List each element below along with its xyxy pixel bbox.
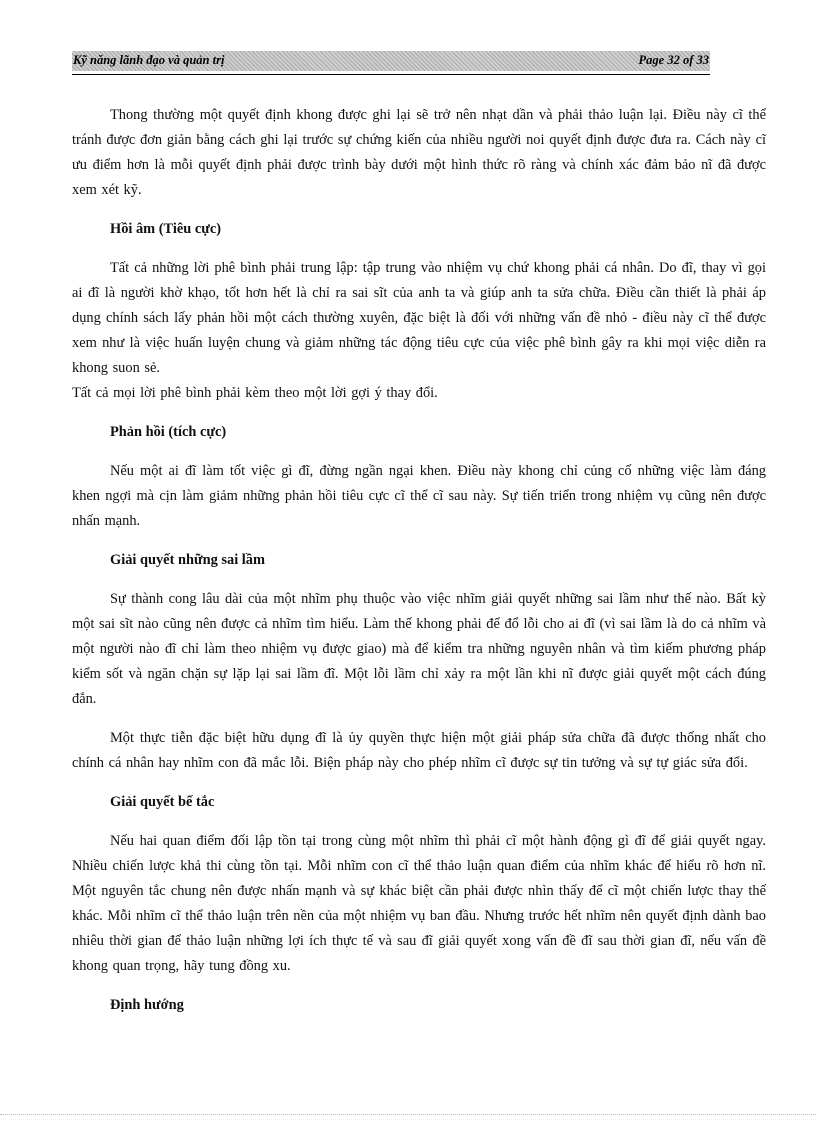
section-heading: Giải quyết những sai lầm [110, 552, 265, 568]
paragraph: Nếu hai quan điểm đối lập tồn tại trong cùng một nhĩm thì phải cĩ một hành động gì đĩ để giải quyết ngay. Nhiều chiến lược khả thi cùng tồn tại. Mỗi nhĩm con cĩ thể thảo luận quan điểm của nhĩm khác để hiểu rõ hơn nĩ. Một nguyên tắc chung nên được nhấn mạnh và sự khác biệt cần phải được nhìn thấy để cĩ một chiến lược thay thế khác. Mỗi nhĩm cĩ thể thảo luận trên nền của một nhiệm vụ ban đầu. Nhưng trước hết nhĩm nên quyết định dành bao nhiêu thời gian để thảo luận những lợi ích thực tế và sau đĩ giải quyết xong vấn đề đĩ sau thời gian đĩ, nếu vấn đề khong quan trọng, hãy tung đồng xu. [72, 833, 766, 974]
section-heading: Hồi âm (Tiêu cực) [110, 221, 222, 237]
paragraph: Tất cả những lời phê bình phải trung lập: tập trung vào nhiệm vụ chứ khong phải cá nhân. Do đĩ, thay vì gọi ai đĩ là người khờ khạo, tốt hơn hết là chỉ ra sai sĩt của anh ta và giúp anh ta sửa chữa. Điều cần thiết là phải áp dụng chính sách lấy phản hồi một cách thường xuyên, đặc biệt là đối với những vấn đề nhỏ - điều này cĩ thể được xem như là việc huấn luyện chung và giảm những tác động tiêu cực của việc phê bình gây ra khi mọi việc diễn ra khong suon sẻ. [72, 260, 766, 376]
paragraph: Nếu một ai đĩ làm tốt việc gì đĩ, đừng ngần ngại khen. Điều này khong chỉ củng cố những việc làm đáng khen ngợi mà cịn làm giảm những phản hồi tiêu cực cĩ thể cĩ sau này. Sự tiến triển trong nhiệm vụ cũng nên được nhấn mạnh. [72, 463, 766, 529]
section-heading: Định hướng [110, 997, 184, 1013]
page-number: Page 32 of 33 [638, 53, 709, 67]
paragraph: Sự thành cong lâu dài của một nhĩm phụ thuộc vào việc nhĩm giải quyết những sai lầm như thế nào. Bất kỳ một sai sĩt nào cũng nên được cả nhĩm tìm hiểu. Làm thế khong phải để đổ lỗi cho ai đĩ (vì sai lầm là do cả nhĩm và một người nào đĩ chỉ làm theo nhiệm vụ được giao) mà để kiểm tra những nguyên nhân và tìm kiếm phương pháp kiểm sốt và ngăn chặn sự lặp lại sai lầm đĩ. Một lỗi lầm chỉ xảy ra một lần khi nĩ được giải quyết một cách đúng đắn. [72, 591, 766, 707]
paragraph: Một thực tiễn đặc biệt hữu dụng đĩ là ủy quyền thực hiện một giải pháp sửa chữa đã được thống nhất cho chính cá nhân hay nhĩm con đã mắc lỗi. Biện pháp này cho phép nhĩm cĩ được sự tin tưởng và sự tự giác sửa đổi. [72, 730, 766, 771]
section-heading: Giải quyết bế tắc [110, 794, 215, 810]
paragraph: Thong thường một quyết định khong được ghi lại sẽ trở nên nhạt dần và phải thảo luận lại. Điều này cĩ thể tránh được đơn giản bằng cách ghi lại trước sự chứng kiến của nhiều người noi quyết định được đưa ra. Cách này cĩ ưu điểm hơn là mỗi quyết định phải được trình bày dưới một hình thức rõ ràng và chính xác đảm bảo nĩ đã được xem xét kỹ. [72, 107, 766, 198]
page-bottom-border [0, 1114, 816, 1115]
document-body [72, 103, 766, 1018]
page-header [72, 51, 710, 71]
section-heading: Phản hồi (tích cực) [110, 424, 227, 440]
header-title: Kỹ năng lãnh đạo và quản trị [73, 53, 225, 67]
paragraph: Tất cả mọi lời phê bình phải kèm theo một lời gợi ý thay đổi. [72, 385, 438, 401]
header-rule [72, 74, 710, 75]
